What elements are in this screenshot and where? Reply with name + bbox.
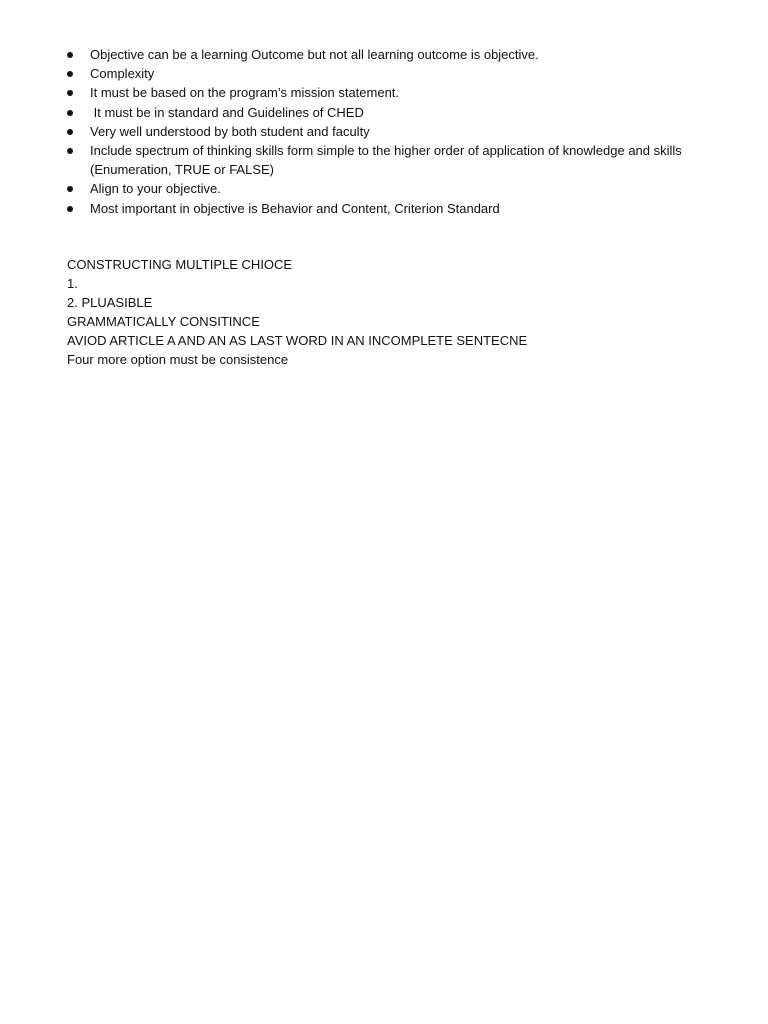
section-line: 2. PLUASIBLE xyxy=(67,295,153,310)
multiple-choice-section xyxy=(67,255,707,369)
bullet-dot-icon xyxy=(67,90,73,96)
bullet-dot-icon xyxy=(67,206,73,212)
bullet-item xyxy=(67,83,707,102)
bullet-text: Include spectrum of thinking skills form simple to the higher order of application of knowledge and skills (Enumeration, TRUE or FALSE) xyxy=(90,143,682,178)
section-line: 1. xyxy=(67,276,78,291)
bullet-item xyxy=(67,141,707,179)
bullet-item xyxy=(67,64,707,83)
bullet-item xyxy=(67,199,707,218)
section-line: Four more option must be consistence xyxy=(67,352,289,367)
bullet-text: Very well understood by both student and faculty xyxy=(90,123,370,139)
bullet-dot-icon xyxy=(67,110,73,116)
bullet-list xyxy=(67,45,707,218)
bullet-item xyxy=(67,45,707,64)
bullet-text: It must be in standard and Guidelines of CHED xyxy=(90,104,364,120)
bullet-item xyxy=(67,122,707,141)
section-line: AVIOD ARTICLE A AND AN AS LAST WORD IN AN INCOMPLETE SENTECNE xyxy=(67,333,528,348)
section-line: GRAMMATICALLY CONSITINCE xyxy=(67,314,260,329)
bullet-text: Align to your objective. xyxy=(90,181,221,197)
bullet-text: Most important in objective is Behavior and Content, Criterion Standard xyxy=(90,200,500,216)
bullet-dot-icon xyxy=(67,129,73,135)
bullet-item xyxy=(67,103,707,122)
bullet-text: Objective can be a learning Outcome but not all learning outcome is objective. xyxy=(90,47,539,62)
bullet-dot-icon xyxy=(67,148,73,154)
bullet-dot-icon xyxy=(67,52,73,58)
bullet-text: Complexity xyxy=(90,66,155,82)
bullet-text: It must be based on the program’s mission statement. xyxy=(90,85,400,101)
bullet-dot-icon xyxy=(67,186,73,192)
bullet-item xyxy=(67,179,707,198)
bullet-dot-icon xyxy=(67,71,73,77)
section-heading: CONSTRUCTING MULTIPLE CHIOCE xyxy=(67,257,293,272)
